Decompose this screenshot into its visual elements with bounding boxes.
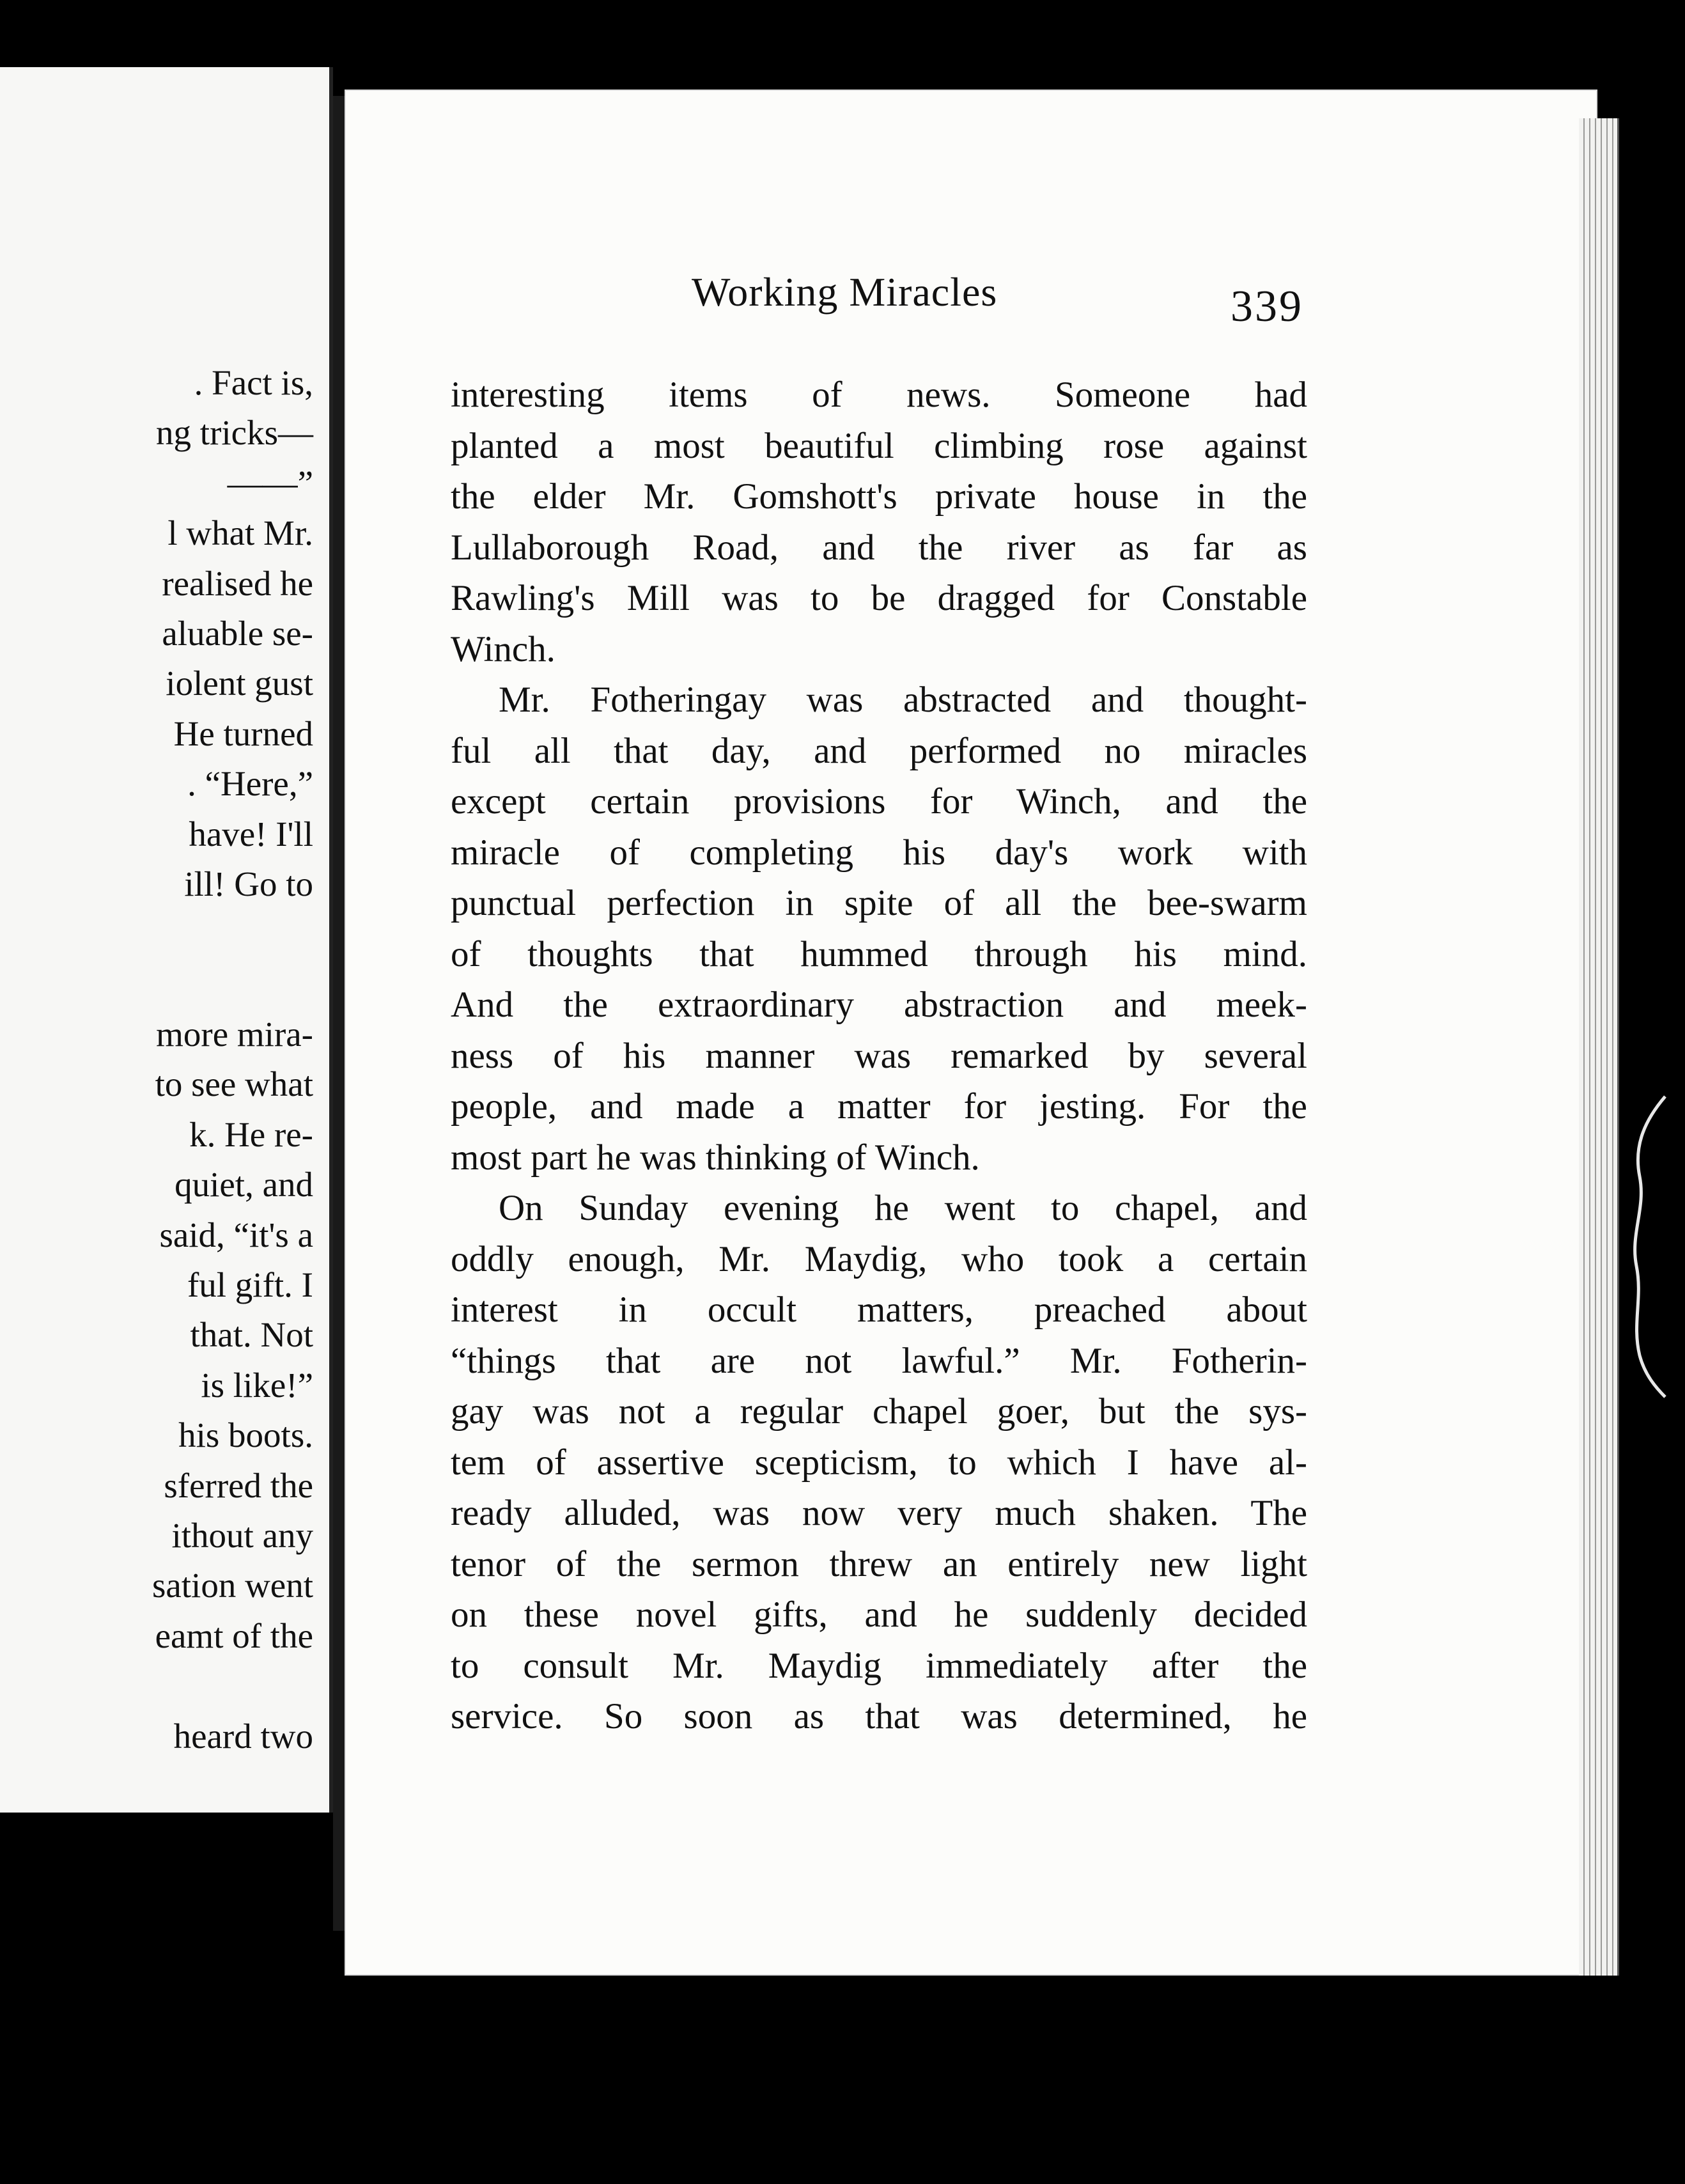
left-line: ng tricks— [156,413,313,453]
left-line: ill! Go to [184,864,313,903]
text-line: people, and made a matter for jesting. For the [451,1086,1307,1127]
text-line: to consult Mr. Maydig immediately after the [451,1645,1307,1686]
text-line: of thoughts that hummed through his mind. [451,933,1307,974]
left-line [0,1661,313,1711]
left-line [0,909,313,959]
left-line: . “Here,” [187,764,313,804]
text-line: Winch. [451,628,555,669]
left-line: l what Mr. [167,513,313,553]
left-line: have! I'll [189,814,313,854]
left-line: ithout any [171,1515,313,1555]
left-line: sferred the [164,1465,313,1505]
text-line: interesting items of news. Someone had [451,375,1307,415]
left-line: k. He re- [189,1114,313,1154]
text-line: service. So soon as that was determined, he [451,1696,1307,1736]
body-text [451,370,1307,1742]
text-line: punctual perfection in spite of all the bee-swarm [451,883,1307,923]
text-line: except certain provisions for Winch, and the [451,781,1307,822]
left-line: He turned [173,714,313,753]
left-line: is like!” [201,1365,313,1405]
left-line: said, “it's a [159,1215,313,1254]
left-line: quiet, and [175,1165,313,1205]
text-line: ready alluded, was now very much shaken. The [451,1493,1307,1533]
text-line: miracle of completing his day's work with [451,832,1307,873]
left-line: that. Not [190,1315,313,1355]
left-line: ful gift. I [187,1265,313,1305]
text-line: interest in occult matters, preached about [451,1290,1307,1330]
left-page-text [0,358,313,1761]
text-line: oddly enough, Mr. Maydig, who took a certain [451,1238,1307,1279]
left-line: aluable se- [162,613,313,653]
text-line: Rawling's Mill was to be dragged for Constable [451,578,1307,618]
text-line: “things that are not lawful.” Mr. Fotherin- [451,1340,1307,1381]
text-line: most part he was thinking of Winch. [451,1137,980,1178]
page-clip-mark [1627,1093,1672,1400]
text-line: on these novel gifts, and he suddenly decided [451,1595,1307,1635]
left-line: more mira- [156,1015,313,1054]
left-line [0,960,313,1010]
text-line: tenor of the sermon threw an entirely new light [451,1543,1307,1584]
text-line: ness of his manner was remarked by several [451,1035,1307,1076]
left-line: to see what [155,1065,313,1104]
text-line: gay was not a regular chapel goer, but the sys- [451,1391,1307,1431]
left-line: . Fact is, [194,363,313,402]
left-line: eamt of the [155,1616,313,1655]
left-line: heard two [173,1716,313,1756]
text-line: the elder Mr. Gomshott's private house in the [451,476,1307,517]
left-line: realised he [162,563,313,603]
text-line: On Sunday evening he went to chapel, and [499,1188,1307,1228]
left-page [0,67,333,1813]
text-line: tem of assertive scepticism, to which I have al- [451,1442,1307,1483]
running-head: Working Miracles [692,269,998,315]
text-line: ful all that day, and performed no miracles [451,730,1307,771]
left-line: his boots. [178,1416,313,1455]
text-line: planted a most beautiful climbing rose against [451,425,1307,466]
text-line: And the extraordinary abstraction and meek- [451,985,1307,1025]
page-number: 339 [1231,282,1303,331]
book-gutter [333,96,345,1931]
page-edges [1579,118,1619,1976]
text-line: Lullaborough Road, and the river as far as [451,527,1307,568]
left-line: sation went [151,1566,313,1605]
text-line: Mr. Fotheringay was abstracted and thought- [499,680,1307,720]
left-line: ——” [227,463,313,503]
left-line: iolent gust [166,664,313,703]
